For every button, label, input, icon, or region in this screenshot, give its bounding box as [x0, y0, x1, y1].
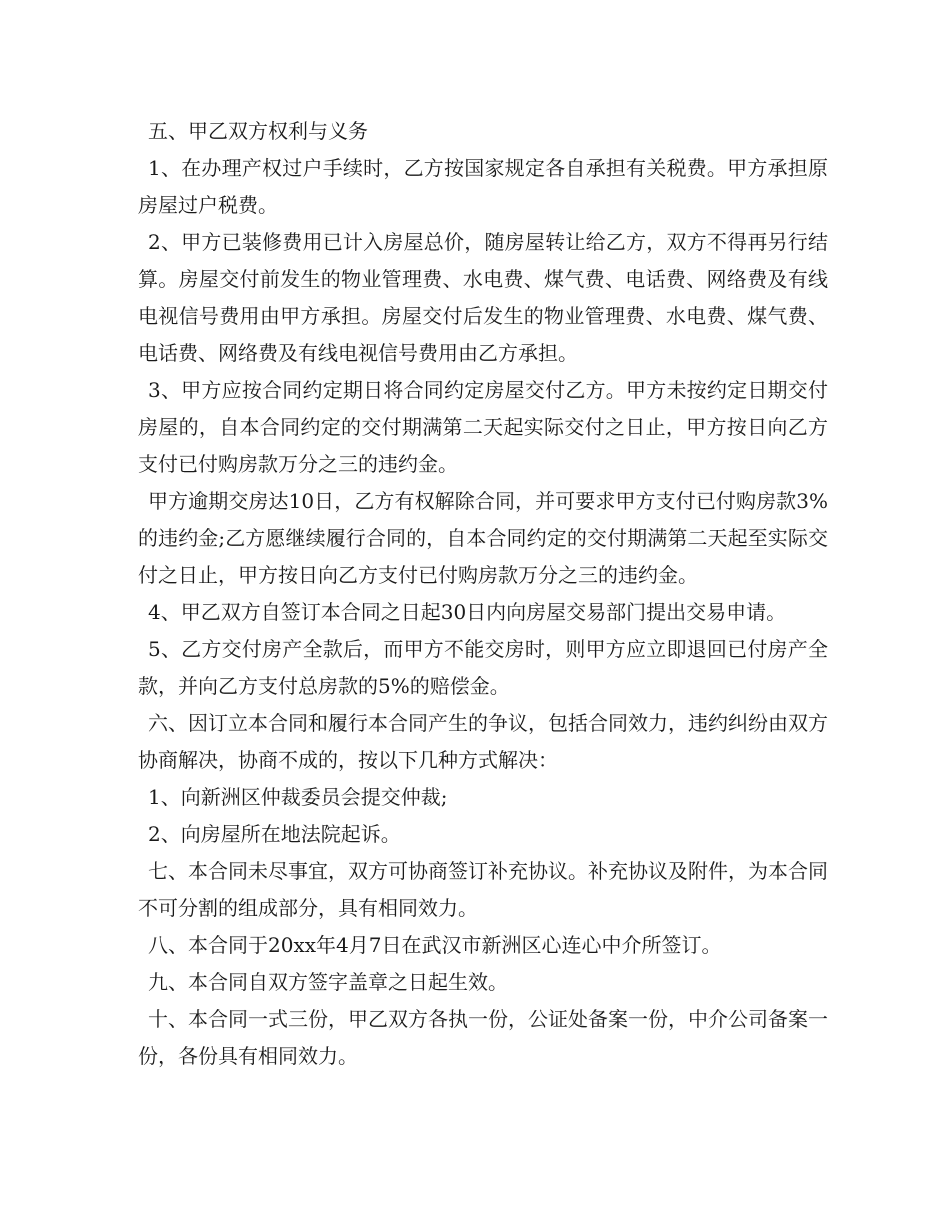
section-supplementary-agreement: 七、本合同未尽事宜，双方可协商签订补充协议。补充协议及附件，为本合同不可分割的组成部分，具有相同效力。: [138, 859, 828, 920]
clause-transaction-application: 4、甲乙双方自签订本合同之日起30日内向房屋交易部门提出交易申请。: [148, 600, 787, 624]
section-copies: 十、本合同一式三份，甲乙双方各执一份，公证处备案一份，中介公司备案一份，各份具有相同效力。: [138, 1007, 828, 1068]
clause-refund-compensation: 5、乙方交付房产全款后，而甲方不能交房时，则甲方应立即退回已付房产全款，并向乙方支付总房款的5%的赔偿金。: [138, 637, 828, 698]
dispute-option-lawsuit: 2、向房屋所在地法院起诉。: [148, 822, 401, 846]
clause-renovation-fees: 2、甲方已装修费用已计入房屋总价，随房屋转让给乙方，双方不得再另行结算。房屋交付前发生的物业管理费、水电费、煤气费、电话费、网络费及有线电视信号费用由甲方承担。房屋交付后发生的物业管理费、水电费、煤气费、电话费、网络费及有线电视信号费用由乙方承担。: [138, 230, 828, 365]
clause-delivery-date: 3、甲方应按合同约定期日将合同约定房屋交付乙方。甲方未按约定日期交付房屋的，自本合同约定的交付期满第二天起实际交付之日止，甲方按日向乙方支付已付购房款万分之三的违约金。: [138, 378, 828, 476]
clause-late-delivery: 甲方逾期交房达10日，乙方有权解除合同，并可要求甲方支付已付购房款3%的违约金;乙方愿继续履行合同的，自本合同约定的交付期满第二天起至实际交付之日止，甲方按日向乙方支付已付购房款万分之三的违约金。: [138, 489, 828, 587]
section-effective-date: 九、本合同自双方签字盖章之日起生效。: [148, 970, 508, 994]
section-signing-date-place: 八、本合同于20xx年4月7日在武汉市新洲区心连心中介所签订。: [148, 933, 722, 957]
section-heading-disputes: 六、因订立本合同和履行本合同产生的争议，包括合同效力，违约纠纷由双方协商解决，协商不成的，按以下几种方式解决：: [138, 711, 828, 772]
dispute-option-arbitration: 1、向新洲区仲裁委员会提交仲裁;: [148, 785, 448, 809]
section-heading-rights-obligations: 五、甲乙双方权利与义务: [148, 119, 368, 143]
document-page: [138, 113, 828, 1075]
clause-tax-fees: 1、在办理产权过户手续时，乙方按国家规定各自承担有关税费。甲方承担原房屋过户税费。: [138, 156, 828, 217]
